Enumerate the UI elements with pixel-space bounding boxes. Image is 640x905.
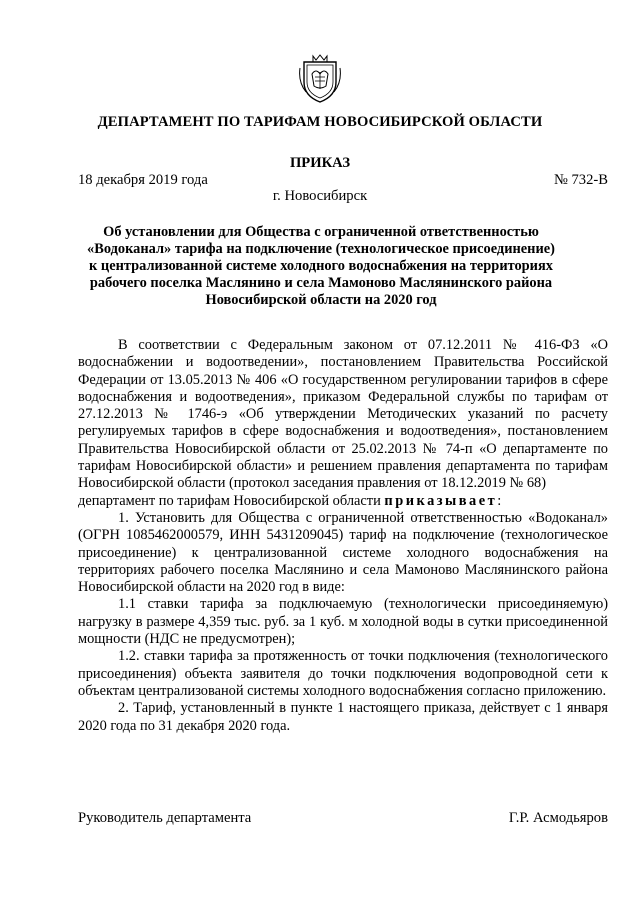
- department-name: ДЕПАРТАМЕНТ ПО ТАРИФАМ НОВОСИБИРСКОЙ ОБЛАСТИ: [97, 114, 543, 130]
- order-number: № 732-В: [553, 172, 608, 188]
- order-title: ПРИКАЗ: [289, 155, 351, 171]
- decree-paragraph: [78, 493, 608, 510]
- decree-colon: :: [497, 492, 502, 509]
- subject-line: Об установлении для Общества с ограниченной ответственностью: [103, 224, 539, 240]
- coat-of-arms-icon: [298, 52, 342, 104]
- subject-line: Новосибирской области на 2020 год: [205, 292, 437, 308]
- order-body: [78, 337, 608, 735]
- subject-line: «Водоканал» тарифа на подключение (технологическое присоединение): [87, 241, 555, 257]
- item-1-1-paragraph: 1.1 ставки тарифа за подключаемую (технологически присоединяемую) нагрузку в размере 4,359 тыс. руб. за 1 куб. м холодной воды в сутки присоединенной мощности (НДС не предусмотрен);: [78, 596, 608, 648]
- preamble-paragraph: В соответствии с Федеральным законом от 07.12.2011 № 416-ФЗ «О водоснабжении и водоотведении», постановлением Правительства Российской Федерации от 13.05.2013 № 406 «О государственном регулировании тарифов в сфере водоснабжения и водоотведения», приказом Федеральной службы по тарифам от 27.12.2013 № 1746-э «Об утверждении Методических указаний по расчету регулируемых тарифов в сфере водоснабжения и водоотведения», постановлением Правительства Новосибирской области от 25.02.2013 № 74-п «О департаменте по тарифам Новосибирской области» и решением правления департамента по тарифам Новосибирской области (протокол заседания правления от 18.12.2019 № 68): [78, 337, 608, 492]
- item-1-2-paragraph: 1.2. ставки тарифа за протяженность от точки подключения (технологического присоединения) объекта заявителя до точки подключения водопроводной сети к объектам централизованой системы холодного водоснабжения согласно приложению.: [78, 648, 608, 699]
- signature-name: Г.Р. Асмодьяров: [508, 810, 608, 826]
- order-city: г. Новосибирск: [272, 188, 368, 204]
- item-1-paragraph: 1. Установить для Общества с ограниченной ответственностью «Водоканал» (ОГРН 1085462000579, ИНН 5431209045) тариф на подключение (технологическое присоединение) к централизованной системе холодного водоснабжения на территориях рабочего поселка Маслянино и села Мамоново Маслянинского района Новосибирской области на 2020 год в виде:: [78, 509, 608, 596]
- subject-line: рабочего поселка Маслянино и села Мамоново Маслянинского района: [89, 275, 553, 291]
- order-subject: [70, 224, 572, 309]
- item-2-paragraph: 2. Тариф, установленный в пункте 1 настоящего приказа, действует с 1 января 2020 года по 31 декабря 2020 года.: [78, 700, 608, 734]
- decree-word: приказывает: [384, 492, 498, 509]
- subject-line: к централизованной системе холодного водоснабжения на территориях: [89, 258, 553, 274]
- signature-position: Руководитель департамента: [78, 810, 252, 826]
- order-date: 18 декабря 2019 года: [78, 172, 208, 188]
- decree-intro: департамент по тарифам Новосибирской области: [78, 492, 381, 509]
